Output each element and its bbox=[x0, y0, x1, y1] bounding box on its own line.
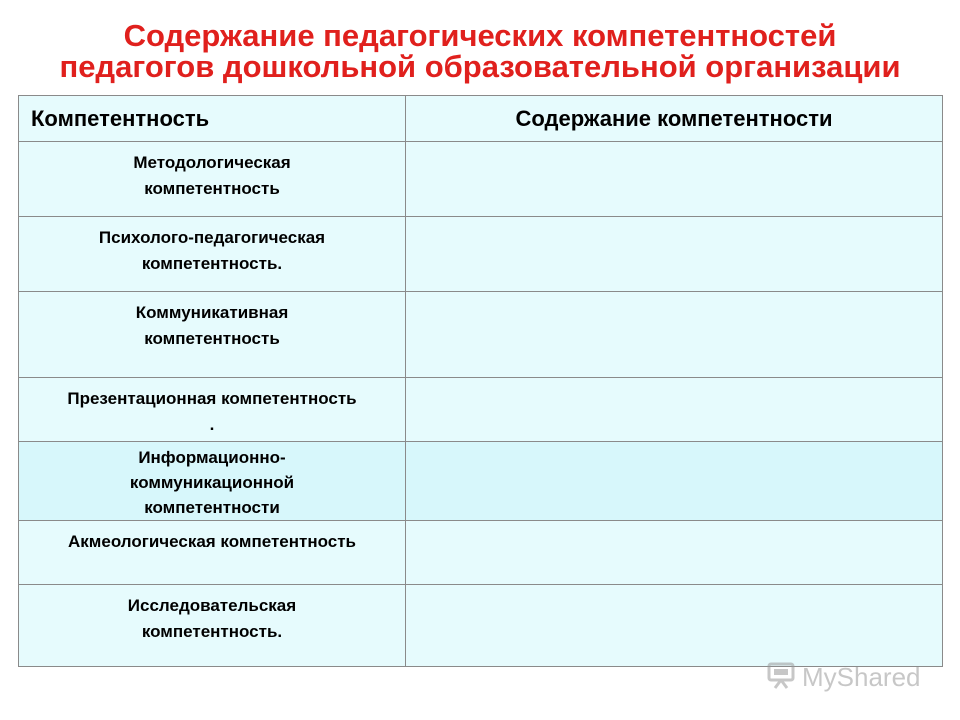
competency-name-line: Исследовательская bbox=[127, 596, 297, 615]
competency-name-line: компетентность. bbox=[141, 622, 283, 641]
competency-name-line: компетентности bbox=[144, 498, 280, 517]
competency-name-line: Информационно- bbox=[138, 448, 286, 467]
competency-content-cell[interactable] bbox=[406, 442, 943, 521]
competency-name-line: компетентность bbox=[144, 179, 280, 198]
competency-name bbox=[19, 378, 406, 442]
competency-name-line: компетентность. bbox=[141, 254, 283, 273]
competency-name-line: Психолого-педагогическая bbox=[98, 228, 326, 247]
title-line-1: Содержание педагогических компетентностей bbox=[123, 18, 837, 53]
title-line-2: педагогов дошкольной образовательной организации bbox=[59, 49, 901, 84]
competency-name-line: Презентационная компетентность bbox=[67, 389, 357, 408]
watermark bbox=[766, 657, 936, 697]
competency-name-line: Коммуникативная bbox=[135, 303, 289, 322]
table-row bbox=[19, 378, 943, 442]
competency-name-line: Методологическая bbox=[133, 153, 291, 172]
table-row bbox=[19, 585, 943, 667]
competency-content-cell[interactable] bbox=[406, 585, 943, 667]
competency-content-cell[interactable] bbox=[406, 521, 943, 585]
table-row bbox=[19, 292, 943, 378]
competency-content-cell[interactable] bbox=[406, 378, 943, 442]
competency-table bbox=[18, 95, 943, 667]
competency-content-cell[interactable] bbox=[406, 217, 943, 292]
competency-name-line: Акмеологическая компетентность bbox=[68, 532, 356, 551]
page-title bbox=[0, 20, 960, 82]
table-header-row bbox=[19, 96, 943, 142]
competency-name bbox=[19, 292, 406, 378]
competency-name bbox=[19, 585, 406, 667]
table-row bbox=[19, 442, 943, 521]
competency-name bbox=[19, 142, 406, 217]
competency-name bbox=[19, 217, 406, 292]
header-competency: Компетентность bbox=[19, 96, 406, 142]
competency-name-line: . bbox=[209, 415, 215, 434]
presentation-icon bbox=[766, 660, 796, 695]
competency-name-line: коммуникационной bbox=[129, 473, 295, 492]
table-row bbox=[19, 217, 943, 292]
table-row bbox=[19, 521, 943, 585]
watermark-text: MyShared bbox=[802, 661, 921, 692]
competency-name bbox=[19, 442, 406, 521]
table-row bbox=[19, 142, 943, 217]
header-content: Содержание компетентности bbox=[406, 96, 943, 142]
competency-content-cell[interactable] bbox=[406, 142, 943, 217]
competency-content-cell[interactable] bbox=[406, 292, 943, 378]
competency-name bbox=[19, 521, 406, 585]
competency-name-line: компетентность bbox=[144, 329, 280, 348]
